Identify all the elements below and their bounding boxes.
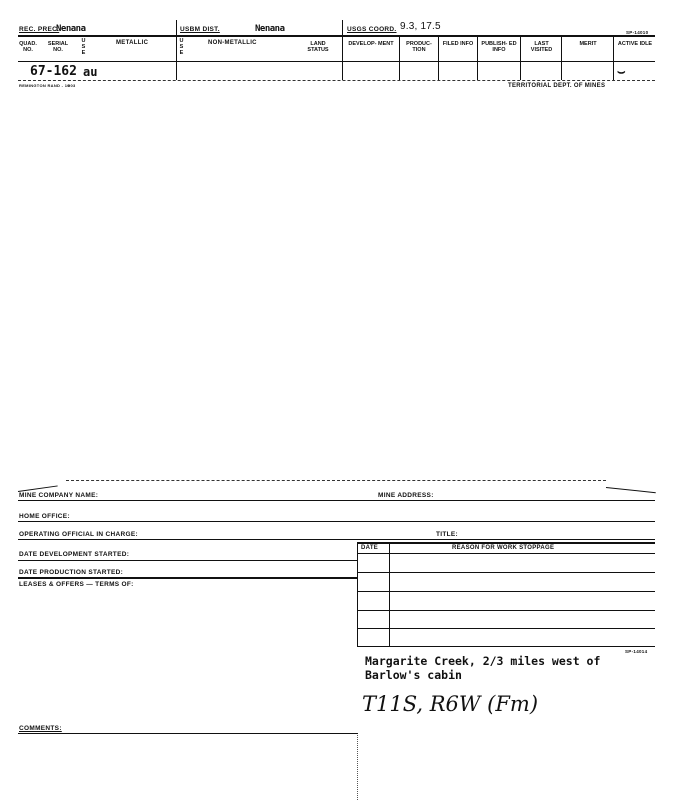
col-divider: [520, 35, 521, 80]
card-corner-left: [18, 485, 58, 492]
typed-location-line1: Margarite Creek, 2/3 miles west of: [365, 654, 601, 668]
rule: [357, 572, 655, 573]
rule: [357, 610, 655, 611]
stoppage-reason-header: REASON FOR WORK STOPPAGE: [452, 545, 555, 551]
active-idle-header: ACTIVE IDLE: [617, 41, 653, 47]
rule: [18, 560, 358, 561]
rule: [357, 646, 655, 647]
col-divider: [561, 35, 562, 80]
use-nonmetallic-header: U S E: [179, 38, 184, 56]
non-metallic-header: NON-METALLIC: [208, 40, 257, 46]
rec-prec-value: Nenana: [56, 24, 86, 34]
home-office-label: HOME OFFICE:: [19, 513, 70, 520]
metallic-use-value: au: [83, 65, 98, 79]
mine-address-label: MINE ADDRESS:: [378, 492, 434, 499]
comments-label: COMMENTS:: [19, 725, 62, 732]
col-divider: [438, 35, 439, 80]
handwritten-note: T11S, R6W (Fm): [362, 692, 539, 716]
stoppage-left-edge: [357, 542, 358, 646]
last-visited-header: LAST VISITED: [530, 41, 553, 53]
usgs-coord-value: 9.3, 17.5: [400, 21, 441, 32]
quad-no-header: QUAD. NO.: [19, 41, 37, 53]
header-rule: [18, 35, 655, 37]
col-divider: [613, 35, 614, 80]
col-divider: [399, 35, 400, 80]
rec-prec-label: REC. PREC.: [19, 26, 60, 33]
col-divider: [176, 20, 177, 80]
form-number: SP-14010: [626, 30, 649, 35]
published-info-header: PUBLISH- ED INFO: [481, 41, 517, 53]
metallic-header: METALLIC: [116, 40, 149, 46]
mine-company-name-label: MINE COMPANY NAME:: [19, 492, 99, 499]
card-corner-right: [606, 487, 656, 493]
usbm-dist-value: Nenana: [255, 24, 285, 34]
column-header-rule: [18, 61, 655, 62]
rule: [357, 628, 655, 629]
footer-right-text: TERRITORIAL DEPT. OF MINES: [508, 83, 606, 89]
stoppage-top-rule: [357, 542, 655, 544]
typed-location-line2: Barlow's cabin: [365, 668, 462, 682]
footer-left-code: 003: [68, 83, 76, 88]
land-status-header: LAND STATUS: [307, 41, 329, 53]
comments-divider: [357, 735, 358, 800]
serial-no-header: SERIAL NO.: [47, 41, 69, 53]
rule: [357, 591, 655, 592]
rule: [357, 553, 655, 554]
date-production-started-label: DATE PRODUCTION STARTED:: [19, 569, 124, 576]
production-header: PRODUC- TION: [406, 41, 432, 53]
use-metallic-header: U S E: [81, 38, 86, 56]
usbm-dist-label: USBM DIST.: [180, 26, 220, 33]
rule: [18, 500, 655, 501]
bottom-form-number: SP-14014: [625, 649, 648, 654]
footer-left-text: REMINGTON RAND - 10: [19, 83, 70, 88]
leases-offers-label: LEASES & OFFERS — TERMS OF:: [19, 581, 134, 588]
operating-official-label: OPERATING OFFICIAL IN CHARGE:: [19, 531, 138, 538]
title-label: TITLE:: [436, 531, 459, 538]
stoppage-date-header: DATE: [361, 545, 379, 551]
development-header: DEVELOP- MENT: [348, 41, 394, 47]
rule: [18, 521, 655, 522]
active-idle-mark: ⌣: [617, 64, 626, 79]
usgs-coord-label: USGS COORD.: [347, 26, 397, 33]
date-development-started-label: DATE DEVELOPMENT STARTED:: [19, 551, 130, 558]
col-divider: [342, 20, 343, 80]
filed-info-header: FILED INFO: [442, 41, 474, 47]
stoppage-col-divider: [389, 542, 390, 646]
row-bottom-rule: [18, 80, 655, 81]
rule: [18, 539, 655, 540]
card-top-edge: [66, 480, 606, 481]
rule: [18, 733, 358, 734]
merit-header: MERIT: [579, 41, 597, 47]
quad-serial-value: 67-162: [30, 64, 77, 79]
rule: [18, 577, 358, 579]
col-divider: [477, 35, 478, 80]
